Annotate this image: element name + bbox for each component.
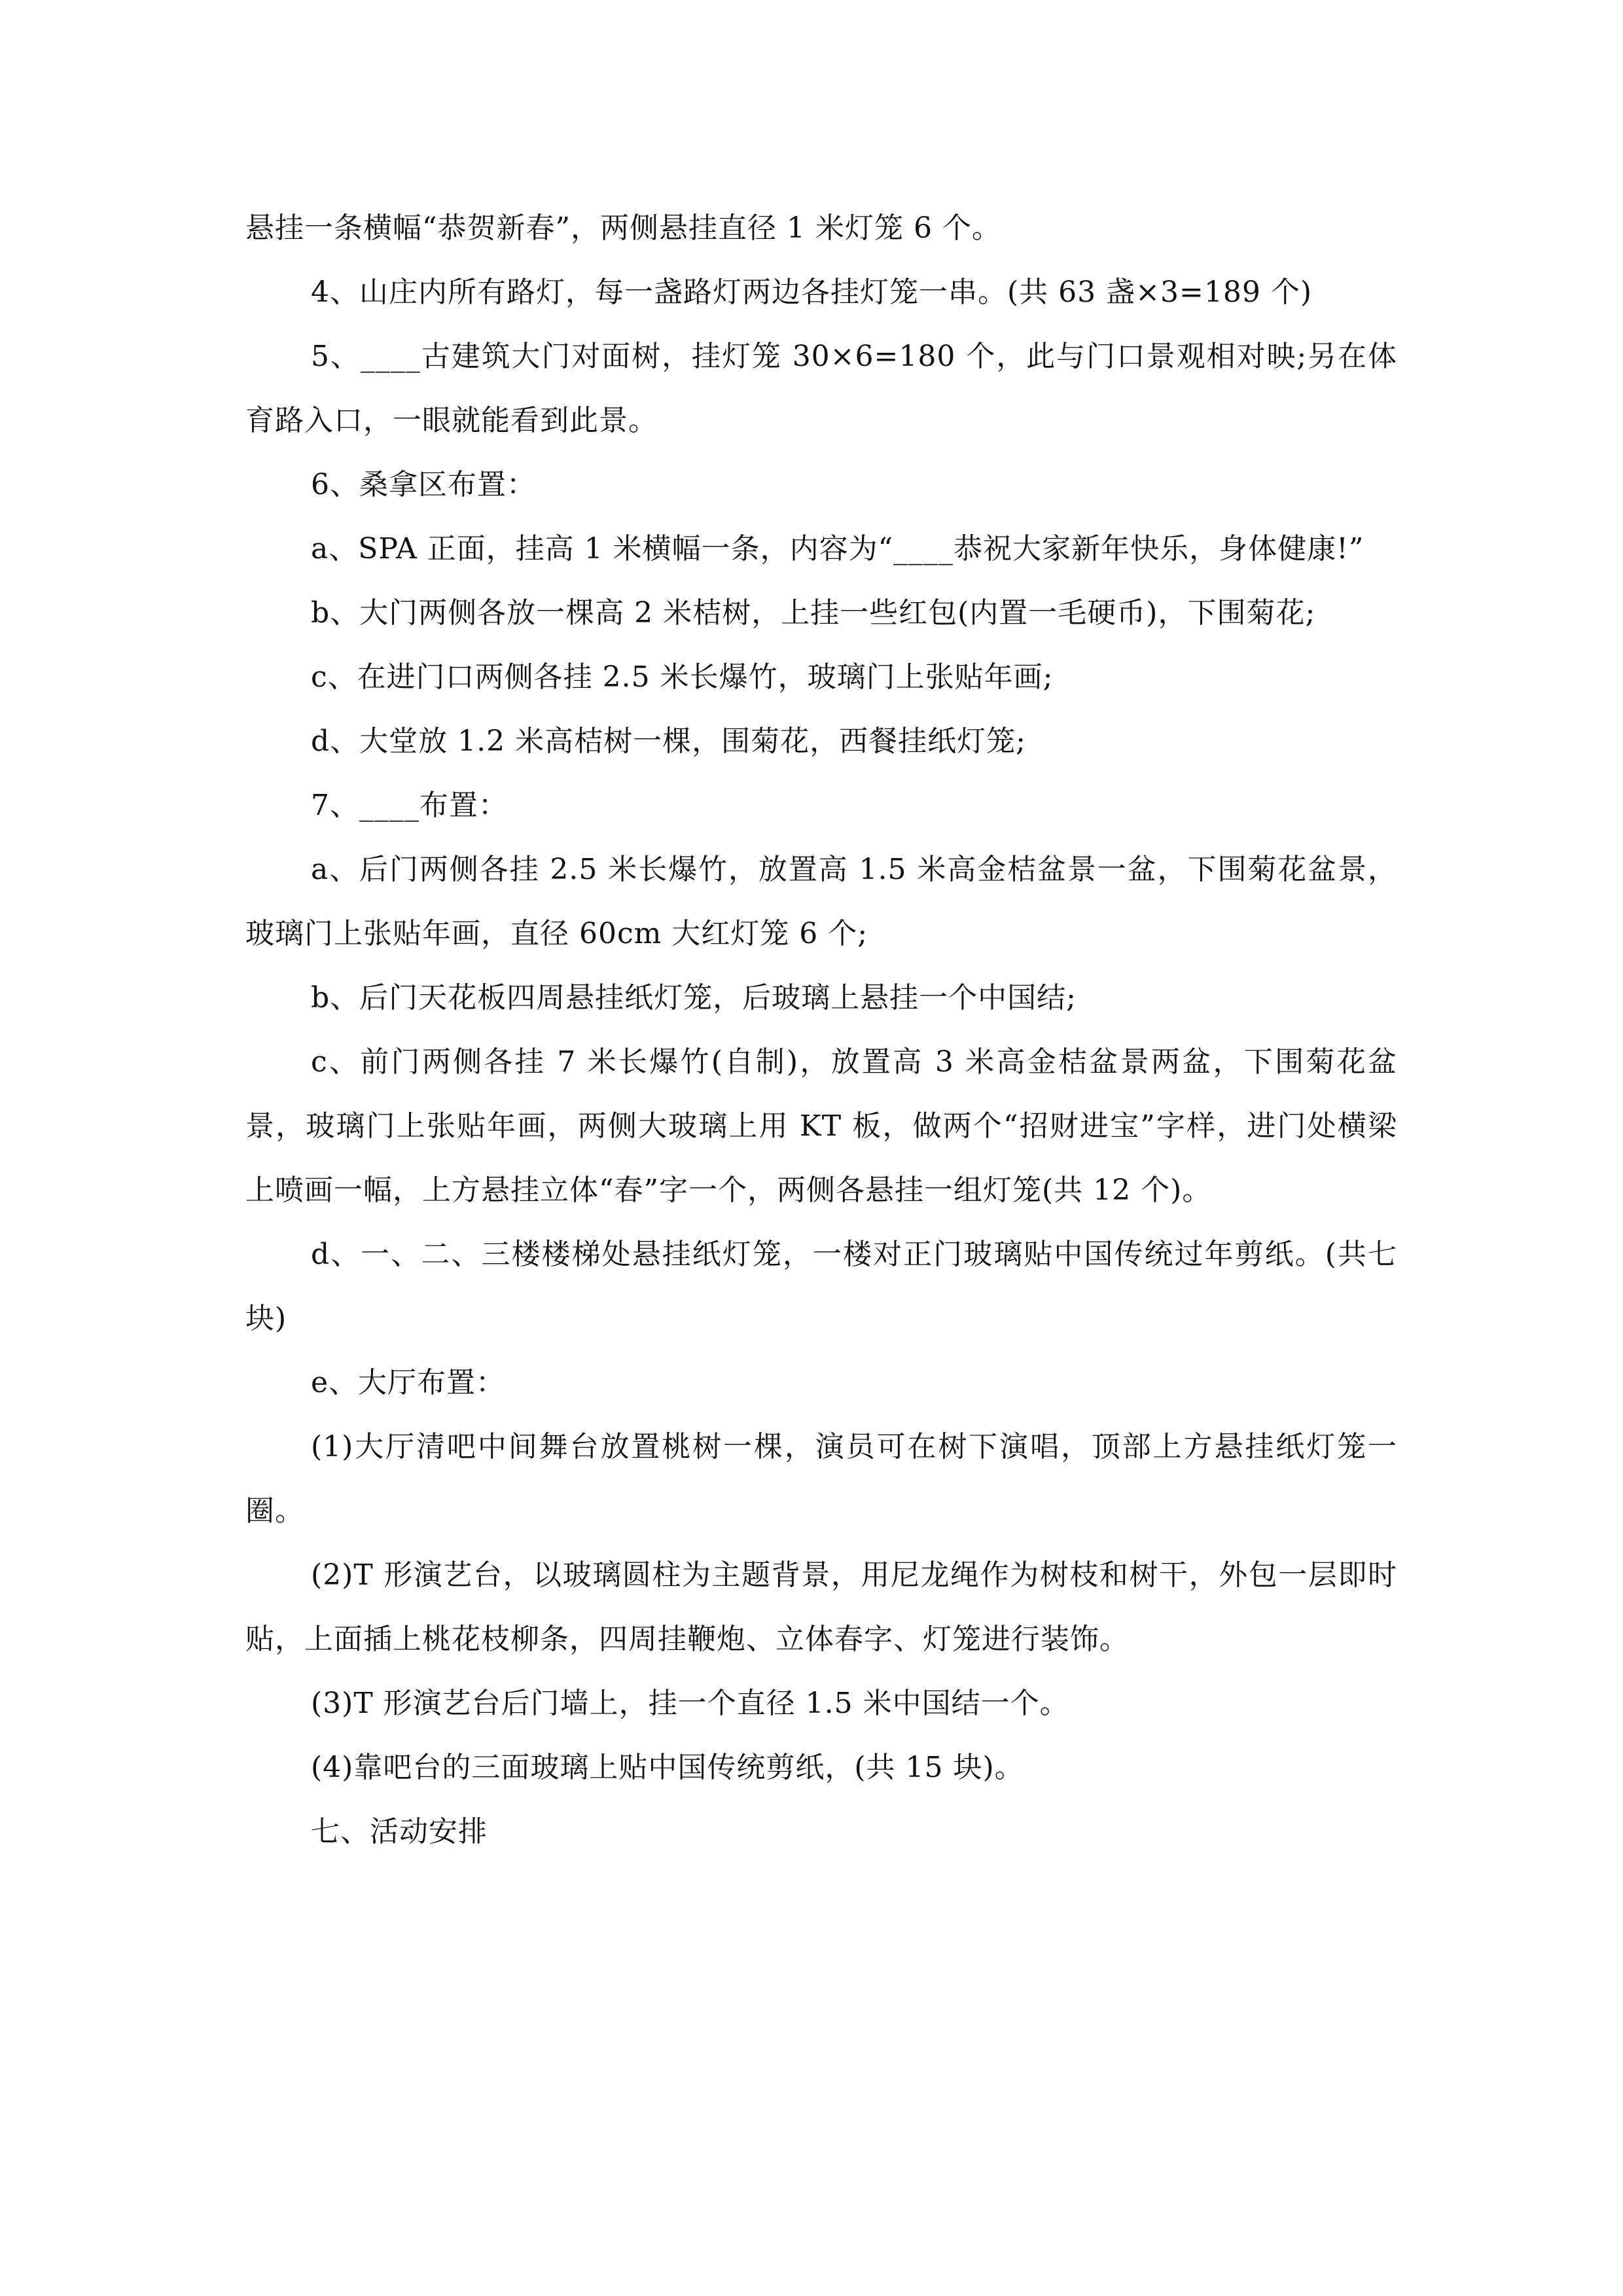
paragraph-item-6-heading: 6、桑拿区布置： (311, 468, 536, 501)
paragraph-item-7c: c、前门两侧各挂 7 米长爆竹(自制)，放置高 3 米高金桔盆景两盆，下围菊花盆景，玻璃门上张贴年画，两侧大玻璃上用 KT 板，做两个“招财进宝”字样，进门处横梁上喷画一幅，上方悬挂立体“春”字一个，两侧各悬挂一组灯笼(共 12 个)。 (245, 1045, 1397, 1207)
document-body (245, 196, 1397, 1864)
paragraph-item-7e-2: (2)T 形演艺台，以玻璃圆柱为主题背景，用尼龙绳作为树枝和树干，外包一层即时贴，上面插上桃花枝柳条，四周挂鞭炮、立体春字、灯笼进行装饰。 (245, 1558, 1397, 1656)
paragraph-item-7b: b、后门天花板四周悬挂纸灯笼，后玻璃上悬挂一个中国结; (311, 981, 1077, 1014)
paragraph-item-6a: a、SPA 正面，挂高 1 米横幅一条，内容为“____恭祝大家新年快乐，身体健康!” (311, 532, 1364, 565)
paragraph-item-7e-4: (4)靠吧台的三面玻璃上贴中国传统剪纸，(共 15 块)。 (311, 1751, 1024, 1784)
paragraph-item-7e-3: (3)T 形演艺台后门墙上，挂一个直径 1.5 米中国结一个。 (311, 1687, 1069, 1720)
paragraph-item-6d: d、大堂放 1.2 米高桔树一棵，围菊花，西餐挂纸灯笼; (311, 725, 1026, 758)
paragraph-item-7e-heading: e、大厅布置： (311, 1366, 506, 1399)
paragraph-item-6b: b、大门两侧各放一棵高 2 米桔树，上挂一些红包(内置一毛硬币)，下围菊花; (311, 596, 1316, 630)
paragraph-item-7a: a、后门两侧各挂 2.5 米长爆竹，放置高 1.5 米高金桔盆景一盆，下围菊花盆景，玻璃门上张贴年画，直径 60cm 大红灯笼 6 个; (245, 853, 1397, 950)
paragraph-item-7e-1: (1)大厅清吧中间舞台放置桃树一棵，演员可在树下演唱，顶部上方悬挂纸灯笼一圈。 (245, 1430, 1397, 1528)
paragraph-item-4: 4、山庄内所有路灯，每一盏路灯两边各挂灯笼一串。(共 63 盏×3=189 个) (311, 276, 1312, 309)
paragraph-item-7d: d、一、二、三楼楼梯处悬挂纸灯笼，一楼对正门玻璃贴中国传统过年剪纸。(共七块) (245, 1238, 1397, 1335)
paragraph-item-7-heading: 7、____布置： (311, 789, 508, 822)
section-heading-activity: 七、活动安排 (311, 1815, 488, 1848)
paragraph-item-5: 5、____古建筑大门对面树，挂灯笼 30×6=180 个，此与门口景观相对映;另在体育路入口，一眼就能看到此景。 (245, 340, 1397, 437)
paragraph-item-6c: c、在进门口两侧各挂 2.5 米长爆竹，玻璃门上张贴年画; (311, 660, 1054, 694)
paragraph-continuation: 悬挂一条横幅“恭贺新春”，两侧悬挂直径 1 米灯笼 6 个。 (245, 211, 1001, 245)
